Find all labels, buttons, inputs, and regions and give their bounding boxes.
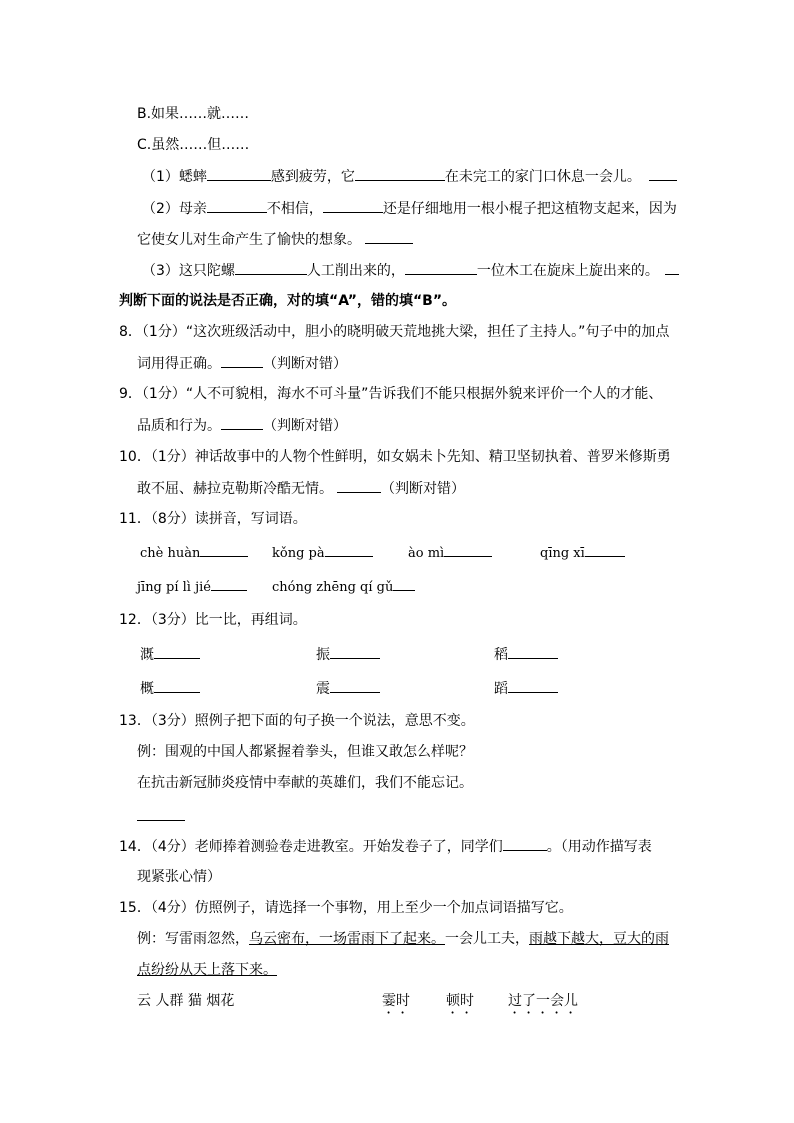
answer-blank[interactable] <box>154 678 200 693</box>
dotted-word: 霎时 <box>382 993 410 1009</box>
char-item: 蹈 <box>494 678 558 699</box>
pinyin-item: chóng zhēng qí gǔ <box>272 576 415 598</box>
dotted-word: 顿时 <box>446 993 474 1009</box>
answer-blank[interactable] <box>585 542 625 557</box>
q15-things: 云 人群 猫 烟花 <box>137 993 235 1009</box>
q14-line1: 14．（4分）老师捧着测验卷走进教室。开始发卷子了，同学们 。（用动作描写表 <box>119 836 652 857</box>
q9-line2: 品质和行为。 （判断对错） <box>137 415 347 436</box>
pinyin-item: jīng pí lì jié <box>137 576 247 598</box>
q10-line2: 敢不屈、赫拉克勒斯冷酷无情。 （判断对错） <box>137 478 465 499</box>
answer-blank[interactable] <box>200 542 248 557</box>
blank[interactable] <box>355 166 445 181</box>
q15-example-line2: 点纷纷从天上落下来。 <box>137 962 277 978</box>
answer-blank[interactable] <box>330 644 380 659</box>
answer-blank[interactable] <box>503 836 547 851</box>
pinyin-item: chè huàn <box>140 542 248 564</box>
q10-line1: 10．（1分）神话故事中的人物个性鲜明，如女娲未卜先知、精卫坚韧执着、普罗米修斯勇 <box>119 449 671 465</box>
section-header-judge: 判断下面的说法是否正确，对的填“A”，错的填“B”。 <box>119 293 457 309</box>
q14-line2: 现紧张心情） <box>137 869 221 885</box>
pinyin-item: kǒng pà <box>272 542 373 564</box>
q8-line1: 8．（1分）“这次班级活动中，胆小的晓明破天荒地挑大梁，担任了主持人。”句子中的加点 <box>119 324 670 340</box>
answer-blank[interactable] <box>337 478 381 493</box>
pinyin-item: qīng xī <box>540 542 625 564</box>
fill-sentence-2: （2）母亲 不相信， 还是仔细地用一根小棍子把这植物支起来，因为 <box>142 198 677 219</box>
q12-title: 12．（3分）比一比，再组词。 <box>119 612 307 628</box>
blank[interactable] <box>323 198 383 213</box>
blank[interactable] <box>207 198 267 213</box>
answer-blank[interactable] <box>330 678 380 693</box>
q13-example: 例：围观的中国人都紧握着拳头，但谁又敢怎么样呢？ <box>137 744 473 760</box>
answer-blank[interactable] <box>444 542 492 557</box>
answer-blank[interactable] <box>221 415 263 430</box>
q13-title: 13．（3分）照例子把下面的句子换一个说法，意思不变。 <box>119 713 475 729</box>
blank[interactable] <box>235 260 307 275</box>
answer-blank[interactable] <box>365 229 413 244</box>
q15-example-line1: 例：写雷雨忽然，乌云密布，一场雷雨下了起来。一会儿工夫，雨越下越大，豆大的雨 <box>137 931 669 947</box>
answer-blank[interactable] <box>665 260 679 275</box>
char-item: 稻 <box>494 644 558 665</box>
char-item: 概 <box>140 678 200 699</box>
option-c: C.虽然……但…… <box>137 137 250 153</box>
q13-sentence: 在抗击新冠肺炎疫情中奉献的英雄们，我们不能忘记。 <box>137 775 473 791</box>
char-item: 振 <box>316 644 380 665</box>
answer-blank[interactable] <box>154 644 200 659</box>
answer-blank[interactable] <box>221 353 263 368</box>
fill-sentence-2-cont: 它使女儿对生命产生了愉快的想象。 <box>137 229 413 250</box>
q11-title: 11．（8分）读拼音，写词语。 <box>119 511 307 527</box>
q15-title: 15．（4分）仿照例子，请选择一个事物，用上至少一个加点词语描写它。 <box>119 900 573 916</box>
answer-blank[interactable] <box>508 644 558 659</box>
pinyin-item: ào mì <box>408 542 492 564</box>
answer-blank[interactable] <box>137 806 185 821</box>
q8-line2: 词用得正确。 （判断对错） <box>137 353 347 374</box>
answer-blank[interactable] <box>393 576 415 591</box>
char-item: 震 <box>316 678 380 699</box>
answer-blank[interactable] <box>325 542 373 557</box>
answer-blank[interactable] <box>508 678 558 693</box>
q13-answer <box>137 806 185 827</box>
fill-sentence-3: （3）这只陀螺 人工削出来的， 一位木工在旋床上旋出来的。 <box>142 260 679 281</box>
char-item: 溉 <box>140 644 200 665</box>
blank[interactable] <box>207 166 271 181</box>
fill-sentence-1: （1）蟋蟀 感到疲劳，它 在未完工的家门口休息一会儿。 <box>142 166 677 187</box>
answer-blank[interactable] <box>211 576 247 591</box>
dotted-word: 过了一会儿 <box>508 993 578 1009</box>
answer-blank[interactable] <box>649 166 677 181</box>
blank[interactable] <box>405 260 477 275</box>
q9-line1: 9．（1分）“人不可貌相，海水不可斗量”告诉我们不能只根据外貌来评价一个人的才能、 <box>119 386 663 402</box>
option-b: B.如果……就…… <box>137 106 250 122</box>
